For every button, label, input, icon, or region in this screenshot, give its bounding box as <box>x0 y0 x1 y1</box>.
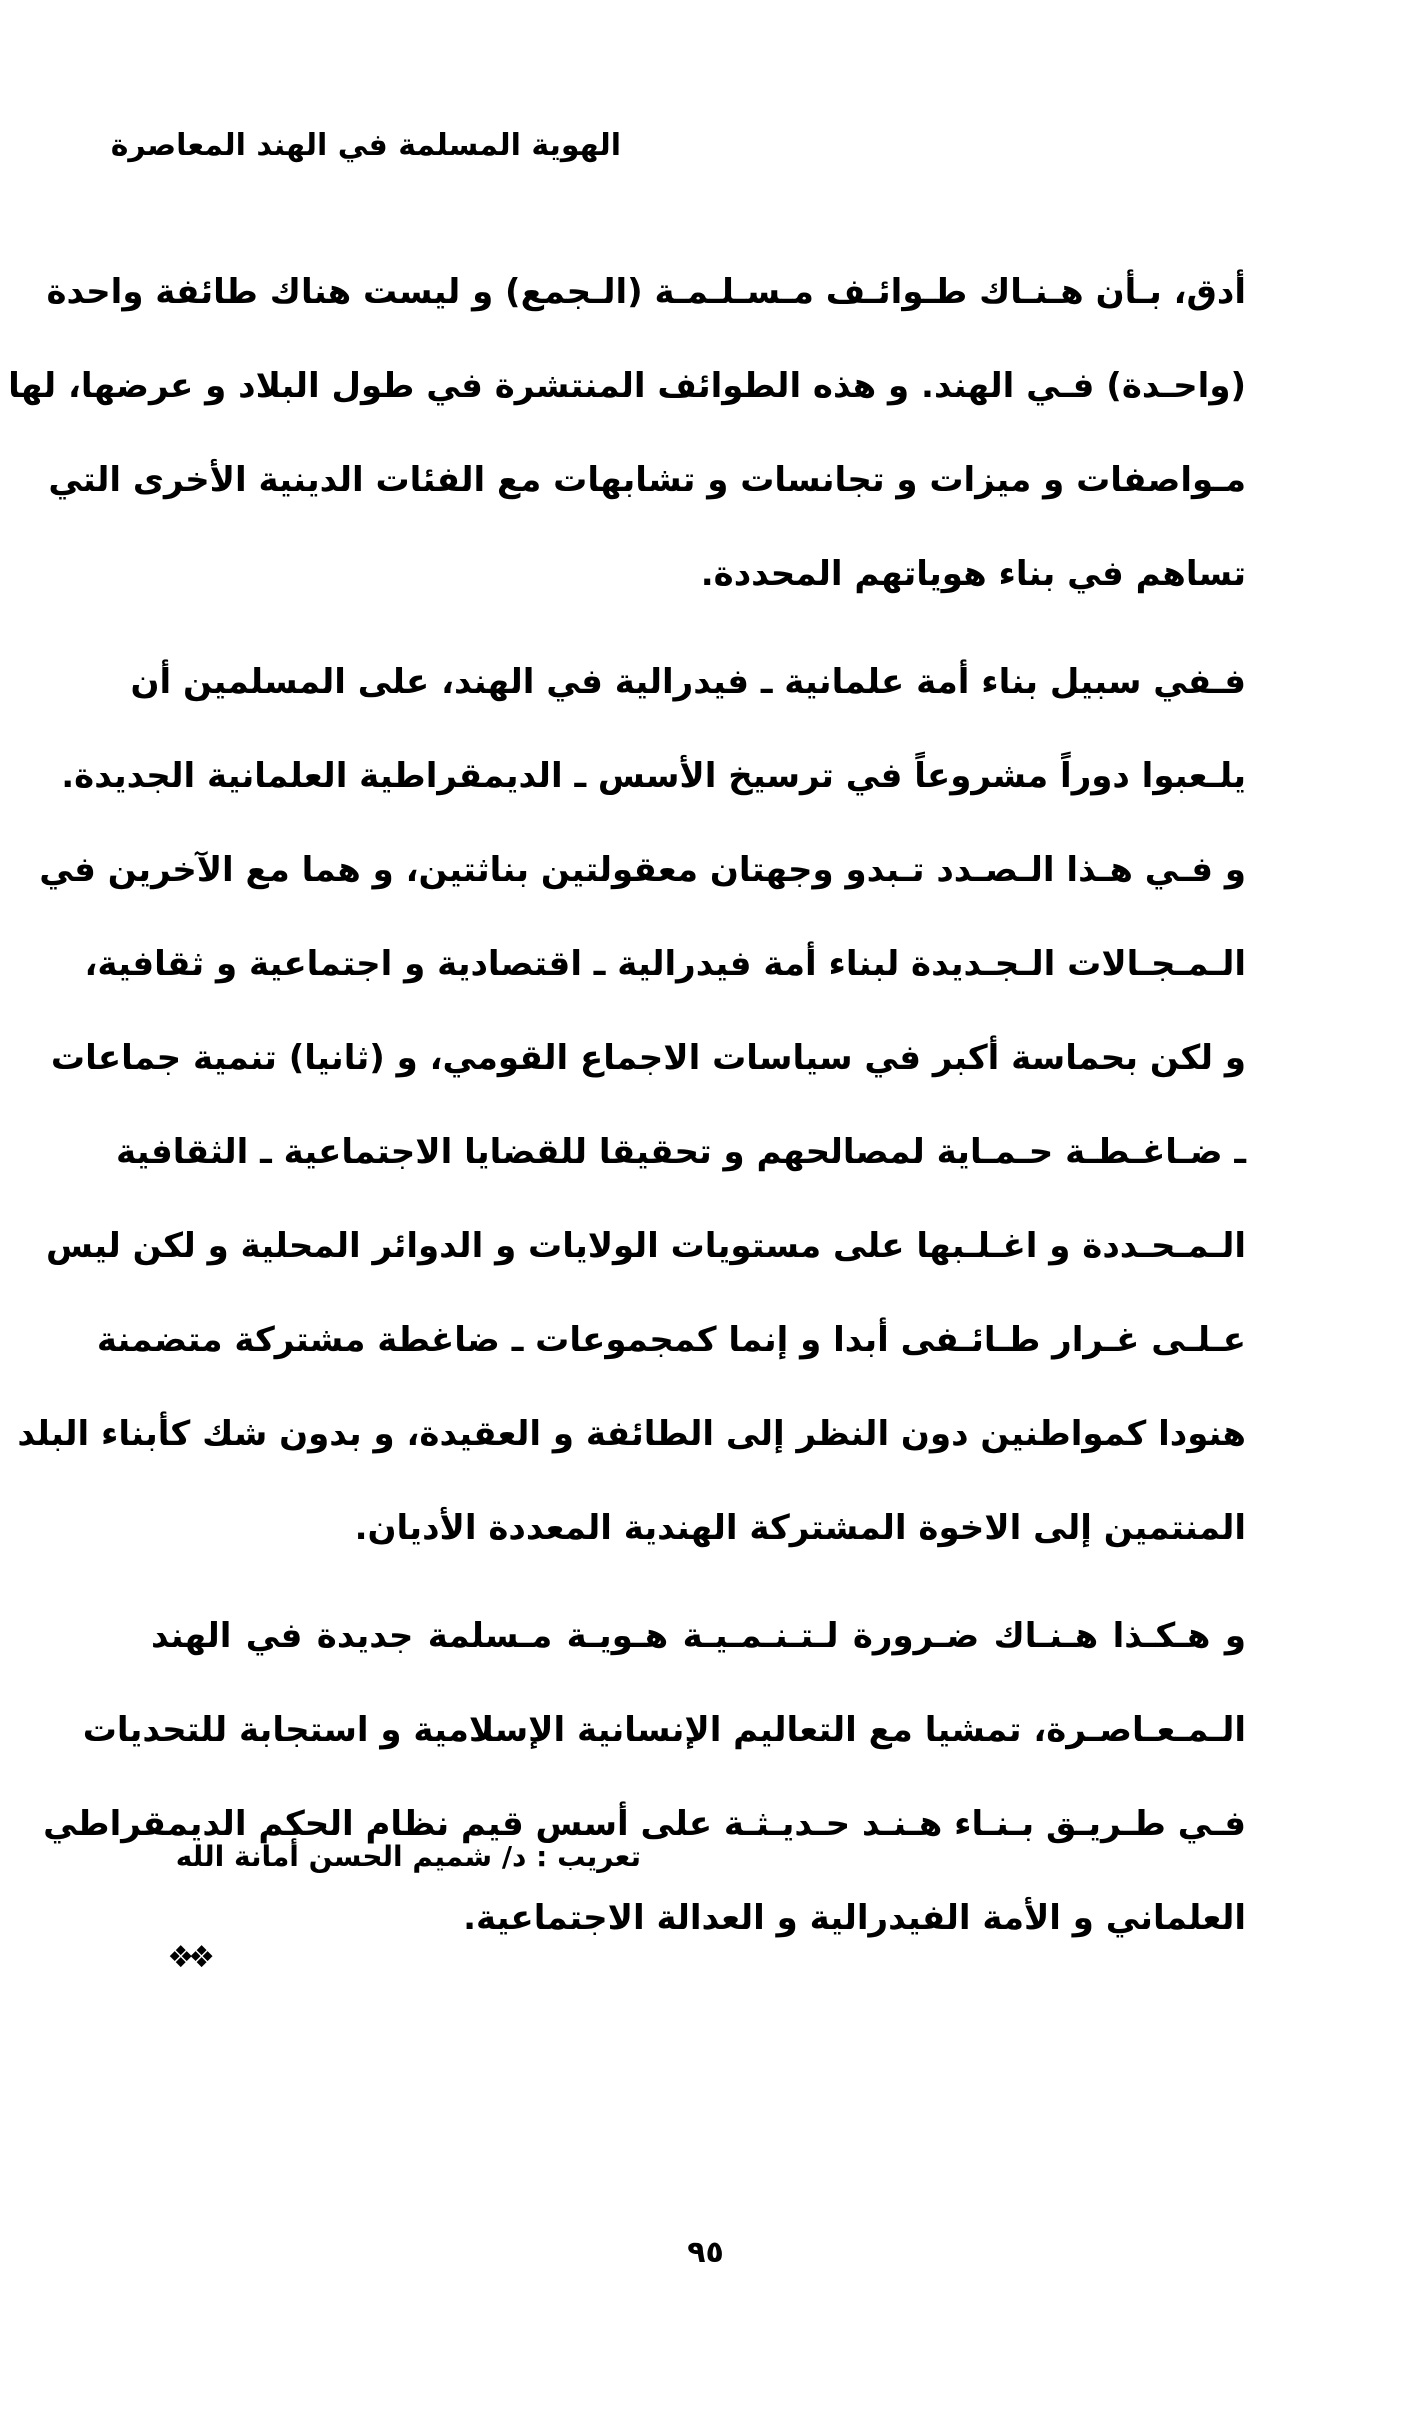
text-line: و هـكـذا هـنـاك ضـرورة لـتـنـمـيـة هـويـة مـسلمة جديدة في الهند <box>151 1616 1246 1656</box>
text-line: فـي طـريـق بـنـاء هـنـد حـديـثـة على أسس قيم نظام الحكم الديمقراطي <box>43 1804 1246 1844</box>
text-line: يلـعبوا دوراً مشروعاً في ترسيخ الأسس ـ الديمقراطية العلمانية الجديدة. <box>61 756 1246 796</box>
text-line: مـواصفات و ميزات و تجانسات و تشابهات مع الفئات الدينية الأخرى التي <box>48 460 1246 500</box>
paragraph-3 <box>43 1589 1246 1965</box>
body-text <box>8 245 1246 1965</box>
text-line: أدق، بـأن هـنـاك طـوائـف مـسـلـمـة (الـجمع) و ليست هناك طائفة واحدة <box>46 272 1246 312</box>
text-line: الـمـعـاصـرة، تمشيا مع التعاليم الإنسانية الإسلامية و استجابة للتحديات <box>82 1710 1246 1750</box>
text-line: و لكن بحماسة أكبر في سياسات الاجماع القومي، و (ثانيا) تنمية جماعات <box>50 1038 1246 1078</box>
text-line: (واحـدة) فـي الهند. و هذه الطوائف المنتشرة في طول البلاد و عرضها، لها <box>8 366 1246 406</box>
text-line: الـمـحـددة و اغـلـبها على مستويات الولايات و الدوائر المحلية و لكن ليس <box>46 1226 1246 1266</box>
text-line: فـفي سبيل بناء أمة علمانية ـ فيدرالية في الهند، على المسلمين أن <box>130 662 1246 702</box>
paragraph-1 <box>8 245 1246 621</box>
text-line: الـمـجـالات الـجـديدة لبناء أمة فيدرالية ـ اقتصادية و اجتماعية و ثقافية، <box>84 944 1246 984</box>
running-head: الهوية المسلمة في الهند المعاصرة <box>110 128 621 163</box>
text-line: هنودا كمواطنين دون النظر إلى الطائفة و العقيدة، و بدون شك كأبناء البلد <box>17 1414 1246 1454</box>
text-line: عـلـى غـرار طـائـفى أبدا و إنما كمجموعات ـ ضاغطة مشتركة متضمنة <box>96 1320 1246 1360</box>
text-line: العلماني و الأمة الفيدرالية و العدالة الاجتماعية. <box>463 1898 1246 1938</box>
paragraph-2 <box>17 635 1246 1575</box>
translator-credit: تعريب : د/ شميم الحسن أمانة الله <box>175 1840 641 1873</box>
ornament-icon: ❖❖ <box>167 1940 209 1975</box>
text-line: ـ ضـاغـطـة حـمـاية لمصالحهم و تحقيقا للقضايا الاجتماعية ـ الثقافية <box>116 1132 1246 1172</box>
text-line: المنتمين إلى الاخوة المشتركة الهندية المعددة الأديان. <box>354 1508 1246 1548</box>
text-line: و فـي هـذا الـصـدد تـبدو وجهتان معقولتين بناثتين، و هما مع الآخرين في <box>39 850 1246 890</box>
text-line: تساهم في بناء هوياتهم المحددة. <box>700 554 1246 594</box>
page-number: ٩٥ <box>687 2235 724 2270</box>
